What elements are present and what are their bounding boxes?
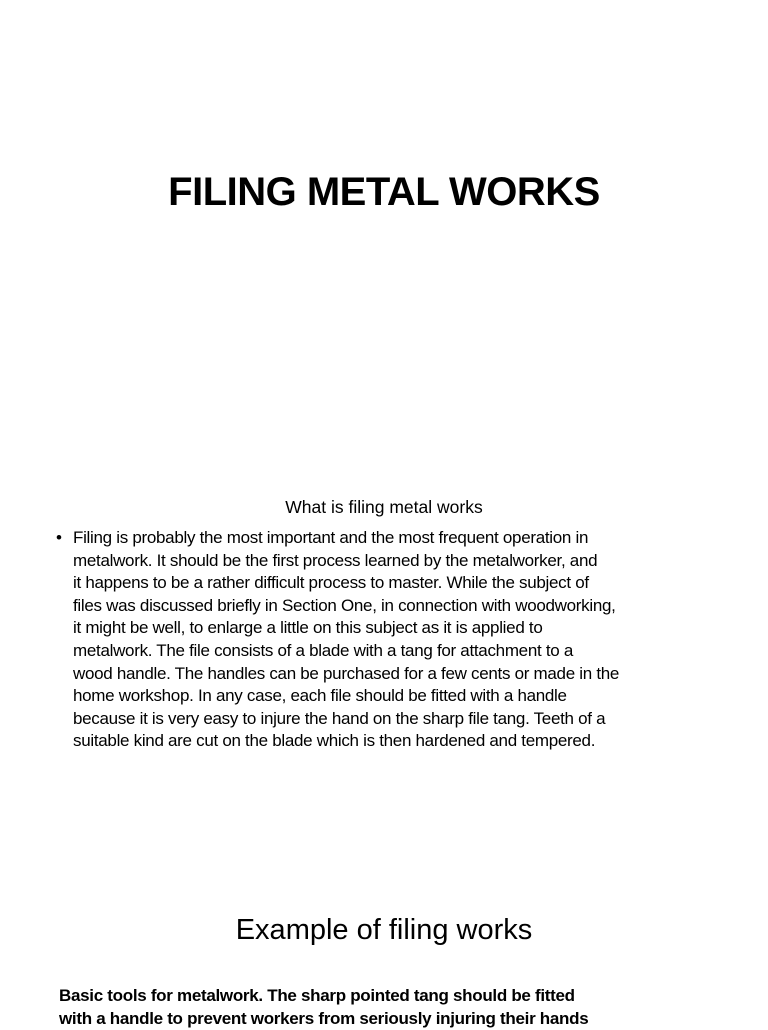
paragraph-line: home workshop. In any case, each file should be fitted with a handle [73, 686, 567, 706]
section-heading: Example of filing works [235, 914, 533, 946]
paragraph-line: it happens to be a rather difficult process to master. While the subject of [73, 573, 589, 593]
paragraph-line: metalwork. The file consists of a blade with a tang for attachment to a [73, 640, 573, 660]
paragraph-line: it might be well, to enlarge a little on this subject as it is applied to [73, 618, 543, 638]
caption [59, 984, 719, 1030]
page-title: FILING METAL WORKS [168, 170, 600, 214]
paragraph-line: suitable kind are cut on the blade which is then hardened and tempered. [73, 731, 596, 751]
bullet-icon: • [56, 528, 62, 547]
paragraph-line: wood handle. The handles can be purchased for a few cents or made in the [73, 663, 620, 683]
caption-line: with a handle to prevent workers from seriously injuring their hands [59, 1009, 589, 1028]
paragraph-line: metalwork. It should be the first process learned by the metalworker, and [73, 550, 598, 570]
caption-line: Basic tools for metalwork. The sharp pointed tang should be fitted [59, 986, 575, 1005]
bullet-paragraph [73, 527, 716, 753]
bullet-list-item [56, 527, 716, 753]
paragraph-line: because it is very easy to injure the hand on the sharp file tang. Teeth of a [73, 708, 606, 728]
subtitle: What is filing metal works [285, 497, 483, 517]
paragraph-line: Filing is probably the most important and the most frequent operation in [73, 528, 589, 547]
paragraph-line: files was discussed briefly in Section One, in connection with woodworking, [73, 595, 616, 615]
